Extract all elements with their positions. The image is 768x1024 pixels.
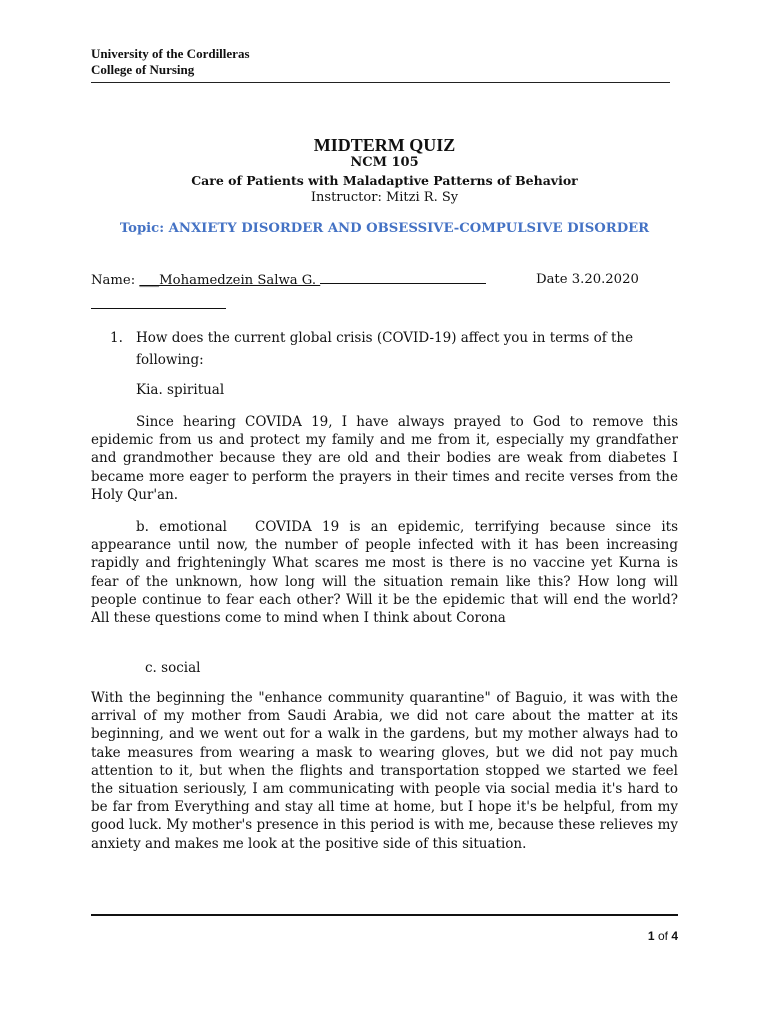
emotional-label: b. emotional	[136, 519, 227, 535]
university-name: University of the Cordilleras	[91, 46, 250, 61]
name-date-line	[91, 272, 678, 288]
instructor-line: Instructor: Mitzi R. Sy	[310, 190, 459, 205]
course-code: NCM 105	[350, 155, 419, 170]
page-of-text: of	[657, 929, 668, 943]
spiritual-answer: Since hearing COVIDA 19, I have always prayed to God to remove this epidemic from us and protect my family and me from it, especially my grandfather and grandmother because they are old and their bodies are weak from diabetes I became more eager to perform the prayers in their times and recite verses from the Holy Qur'an.	[91, 414, 678, 503]
name-label: Name:	[91, 273, 136, 288]
header-divider	[91, 82, 670, 83]
footer-divider	[91, 914, 678, 916]
total-pages: 4	[671, 929, 678, 943]
current-page: 1	[647, 929, 655, 943]
page-indicator	[600, 929, 678, 943]
social-label: c. social	[145, 660, 201, 676]
social-answer: With the beginning the "enhance community quarantine" of Baguio, it was with the arrival of my mother from Saudi Arabia, we did not care about the matter at its beginning, and we went out for a walk in the gardens, but my mother always had to take measures from wearing a mask to wearing gloves, but we did not pay much attention to it, but when the flights and transportation stopped we started we feel the situation seriously, I am communicating with people via social media it's hard to be far from Everything and stay all time at home, but I hope it's be helpful, from my good luck. My mother's presence in this period is with me, because these relieves my anxiety and makes me look at the positive side of this situation.	[91, 690, 678, 852]
emotional-text: COVIDA 19 is an epidemic, terrifying because since its appearance until now, the number of people infected with it has been increasing rapidly and frighteningly What scares me most is there is no vaccine yet Kurna is fear of the unknown, how long will the situation remain like this? How long will people continue to fear each other? Will it be the epidemic that will end the world? All these questions come to mind when I think about Corona	[91, 519, 678, 627]
topic-line: Topic: ANXIETY DISORDER AND OBSESSIVE-COMPULSIVE DISORDER	[119, 221, 650, 236]
document-header	[91, 46, 250, 78]
quiz-title: MIDTERM QUIZ	[313, 135, 456, 155]
quiz-date: Date 3.20.2020	[536, 272, 639, 287]
student-name: ___Mohamedzein Salwa G.	[139, 273, 321, 288]
question-text: How does the current global crisis (COVID-19) affect you in terms of the following:	[136, 330, 634, 368]
college-name: College of Nursing	[91, 62, 195, 77]
spiritual-label: Kia. spiritual	[136, 382, 225, 398]
course-subtitle: Care of Patients with Maladaptive Patterns of Behavior	[191, 173, 578, 188]
name-underline	[320, 272, 486, 284]
name-continuation-rule	[91, 308, 226, 309]
question-1	[110, 327, 678, 371]
question-number: 1.	[110, 330, 123, 346]
emotional-answer	[91, 518, 678, 627]
